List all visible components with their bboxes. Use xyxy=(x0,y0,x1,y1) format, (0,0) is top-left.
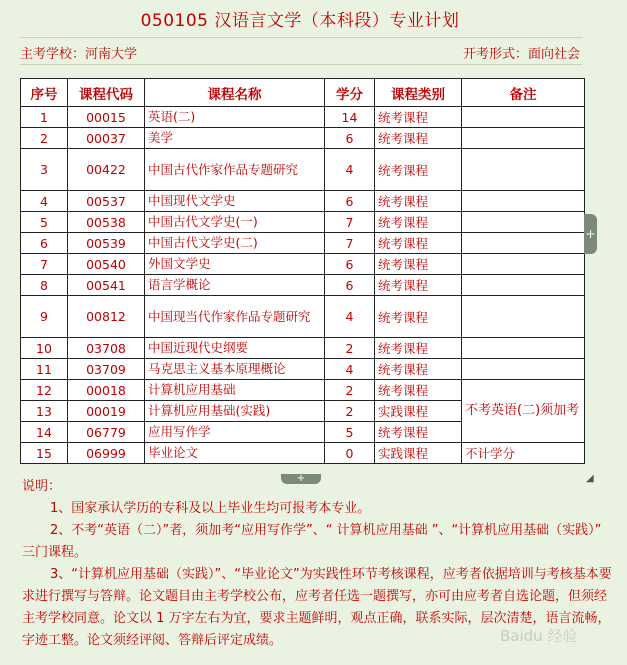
cell-type[interactable]: 统考课程 xyxy=(375,359,462,380)
cell-credit[interactable]: 0 xyxy=(325,443,375,464)
header-credit: 学分 xyxy=(325,79,375,107)
cell-credit[interactable]: 5 xyxy=(325,422,375,443)
cell-note-merged[interactable]: 不考英语(二)须加考 xyxy=(462,380,585,443)
cell-no[interactable]: 4 xyxy=(21,191,68,212)
cell-no[interactable]: 6 xyxy=(21,233,68,254)
cell-name[interactable]: 语言学概论 xyxy=(145,275,325,296)
cell-credit[interactable]: 6 xyxy=(325,254,375,275)
plus-icon: + xyxy=(296,473,306,484)
table-header-row xyxy=(21,79,585,107)
cell-note[interactable] xyxy=(462,191,585,212)
table-row xyxy=(21,443,585,464)
cell-note[interactable] xyxy=(462,338,585,359)
table-row xyxy=(21,191,585,212)
cell-code[interactable]: 00539 xyxy=(68,233,145,254)
cell-note[interactable] xyxy=(462,275,585,296)
cell-type[interactable]: 统考课程 xyxy=(375,380,462,401)
cell-name[interactable]: 中国古代作家作品专题研究 xyxy=(145,149,325,191)
course-plan-table xyxy=(20,78,585,464)
cell-type[interactable]: 统考课程 xyxy=(375,338,462,359)
cell-credit[interactable]: 7 xyxy=(325,212,375,233)
page-title: 050105 汉语言文学（本科段）专业计划 xyxy=(140,11,460,31)
cell-name[interactable]: 中国现代文学史 xyxy=(145,191,325,212)
cell-name[interactable]: 毕业论文 xyxy=(145,443,325,464)
resize-handle-icon[interactable]: ◢ xyxy=(586,473,594,484)
header-type: 课程类别 xyxy=(375,79,462,107)
cell-no[interactable]: 11 xyxy=(21,359,68,380)
cell-credit[interactable]: 6 xyxy=(325,128,375,149)
note-item: 1、国家承认学历的专科及以上毕业生均可报考本专业。 xyxy=(50,501,371,516)
cell-type[interactable]: 统考课程 xyxy=(375,191,462,212)
cell-code[interactable]: 00537 xyxy=(68,191,145,212)
cell-note[interactable] xyxy=(462,359,585,380)
table-row xyxy=(21,212,585,233)
cell-name[interactable]: 外国文学史 xyxy=(145,254,325,275)
cell-credit[interactable]: 4 xyxy=(325,296,375,338)
cell-code[interactable]: 03708 xyxy=(68,338,145,359)
cell-note[interactable] xyxy=(462,128,585,149)
cell-note[interactable] xyxy=(462,149,585,191)
cell-code[interactable]: 00541 xyxy=(68,275,145,296)
cell-credit[interactable]: 6 xyxy=(325,191,375,212)
cell-no[interactable]: 7 xyxy=(21,254,68,275)
plus-icon: + xyxy=(585,227,596,241)
table-row xyxy=(21,254,585,275)
header-name: 课程名称 xyxy=(145,79,325,107)
cell-name[interactable]: 英语(二) xyxy=(145,107,325,128)
cell-code[interactable]: 06779 xyxy=(68,422,145,443)
cell-code[interactable]: 00018 xyxy=(68,380,145,401)
cell-no[interactable]: 9 xyxy=(21,296,68,338)
notes-heading: 说明： xyxy=(22,479,62,494)
cell-credit[interactable]: 2 xyxy=(325,338,375,359)
cell-no[interactable]: 2 xyxy=(21,128,68,149)
cell-code[interactable]: 00540 xyxy=(68,254,145,275)
cell-name[interactable]: 美学 xyxy=(145,128,325,149)
school-label: 主考学校：河南大学 xyxy=(20,47,138,62)
cell-credit[interactable]: 6 xyxy=(325,275,375,296)
cell-code[interactable]: 00019 xyxy=(68,401,145,422)
cell-note[interactable]: 不计学分 xyxy=(462,443,585,464)
table-row xyxy=(21,149,585,191)
cell-note[interactable] xyxy=(462,212,585,233)
cell-credit[interactable]: 2 xyxy=(325,401,375,422)
table-row xyxy=(21,338,585,359)
table-row xyxy=(21,296,585,338)
cell-type[interactable]: 统考课程 xyxy=(375,128,462,149)
cell-type[interactable]: 统考课程 xyxy=(375,233,462,254)
cell-no[interactable]: 8 xyxy=(21,275,68,296)
cell-type[interactable]: 统考课程 xyxy=(375,107,462,128)
watermark: Baidu 经验 xyxy=(500,627,578,645)
cell-type[interactable]: 实践课程 xyxy=(375,401,462,422)
cell-name[interactable]: 应用写作学 xyxy=(145,422,325,443)
table-row xyxy=(21,359,585,380)
cell-name[interactable]: 计算机应用基础(实践) xyxy=(145,401,325,422)
header-no: 序号 xyxy=(21,79,68,107)
cell-no[interactable]: 14 xyxy=(21,422,68,443)
cell-no[interactable]: 5 xyxy=(21,212,68,233)
cell-type[interactable]: 统考课程 xyxy=(375,296,462,338)
cell-type[interactable]: 统考课程 xyxy=(375,212,462,233)
cell-name[interactable]: 中国古代文学史(二) xyxy=(145,233,325,254)
table-row xyxy=(21,107,585,128)
note-item: 2、不考“英语（二）”者，须加考“应用写作学”、“ 计算机应用基础 ”、“计算机应用基础（实践）” 三门课程。 xyxy=(22,523,602,560)
cell-note[interactable] xyxy=(462,296,585,338)
header-code: 课程代码 xyxy=(68,79,145,107)
note-item: 3、“计算机应用基础（实践）”、“毕业论文”为实践性环节考核课程，应考者依据培训与考核基本要求进行撰写与答辩。论文题目由主考学校公布，应考者任选一题撰写，亦可由应考者自选论题，但须经主考学校同意。论文以 1 万字左右为宜，要求主题鲜明，观点正确，联系实际，层次清楚，语言流畅，字迹工整。论文须经评阅、答辩后评定成绩。 xyxy=(22,567,612,648)
cell-type[interactable]: 实践课程 xyxy=(375,443,462,464)
cell-credit[interactable]: 2 xyxy=(325,380,375,401)
cell-type[interactable]: 统考课程 xyxy=(375,149,462,191)
cell-no[interactable]: 13 xyxy=(21,401,68,422)
cell-credit[interactable]: 4 xyxy=(325,359,375,380)
cell-credit[interactable]: 7 xyxy=(325,233,375,254)
cell-name[interactable]: 计算机应用基础 xyxy=(145,380,325,401)
cell-code[interactable]: 06999 xyxy=(68,443,145,464)
header-note: 备注 xyxy=(462,79,585,107)
cell-no[interactable]: 1 xyxy=(21,107,68,128)
cell-code[interactable]: 00422 xyxy=(68,149,145,191)
cell-name[interactable]: 中国现当代作家作品专题研究 xyxy=(145,296,325,338)
cell-name[interactable]: 马克思主义基本原理概论 xyxy=(145,359,325,380)
cell-type[interactable]: 统考课程 xyxy=(375,422,462,443)
cell-no[interactable]: 15 xyxy=(21,443,68,464)
cell-note[interactable] xyxy=(462,233,585,254)
cell-note[interactable] xyxy=(462,254,585,275)
cell-name[interactable]: 中国近现代史纲要 xyxy=(145,338,325,359)
cell-credit[interactable]: 14 xyxy=(325,107,375,128)
cell-type[interactable]: 统考课程 xyxy=(375,254,462,275)
expand-columns-button[interactable] xyxy=(584,214,597,254)
exam-form-label: 开考形式：面向社会 xyxy=(462,47,580,62)
cell-credit[interactable]: 4 xyxy=(325,149,375,191)
table-row xyxy=(21,380,585,401)
info-row xyxy=(20,37,582,65)
cell-no[interactable]: 10 xyxy=(21,338,68,359)
cell-code[interactable]: 00015 xyxy=(68,107,145,128)
cell-code[interactable]: 00538 xyxy=(68,212,145,233)
cell-no[interactable]: 3 xyxy=(21,149,68,191)
table-row xyxy=(21,233,585,254)
table-row xyxy=(21,275,585,296)
table-row xyxy=(21,128,585,149)
cell-code[interactable]: 00037 xyxy=(68,128,145,149)
cell-name[interactable]: 中国古代文学史(一) xyxy=(145,212,325,233)
cell-code[interactable]: 03709 xyxy=(68,359,145,380)
cell-type[interactable]: 统考课程 xyxy=(375,275,462,296)
cell-code[interactable]: 00812 xyxy=(68,296,145,338)
cell-note[interactable] xyxy=(462,107,585,128)
cell-no[interactable]: 12 xyxy=(21,380,68,401)
